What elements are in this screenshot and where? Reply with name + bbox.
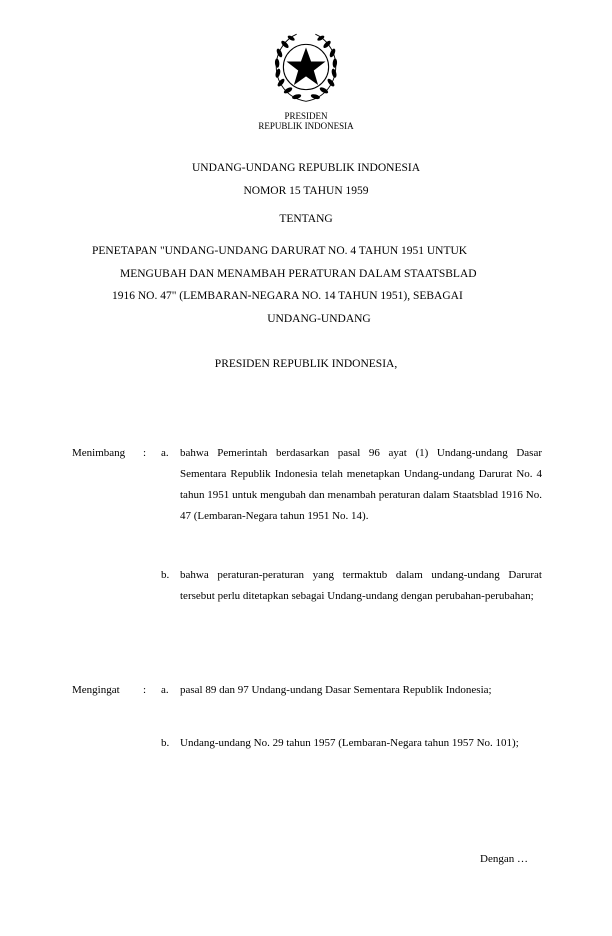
office-heading (0, 111, 612, 131)
law-subject-line: UNDANG-UNDANG (267, 312, 371, 325)
law-title: UNDANG-UNDANG REPUBLIK INDONESIA (191, 162, 421, 174)
page-continuation: Dengan … (480, 853, 528, 865)
office-republik: REPUBLIK INDONESIA (258, 121, 354, 131)
menimbang-colon: : (143, 447, 147, 459)
mengingat-section (72, 684, 542, 784)
item-letter: a. (161, 447, 169, 459)
item-letter: b. (161, 569, 170, 581)
law-number: NOMOR 15 TAHUN 1959 (243, 185, 369, 197)
item-text: pasal 89 dan 97 Undang-undang Dasar Sementara Republik Indonesia; (180, 684, 492, 696)
item-text: bahwa peraturan-peraturan yang termaktub dalam undang-undang Darurat tersebut perlu ditetapkan sebagai Undang-undang dengan perubahan-perubahan; (180, 569, 542, 602)
menimbang-label: Menimbang (72, 447, 126, 459)
law-subject-line: 1916 NO. 47" (LEMBARAN-NEGARA NO. 14 TAHUN 1951), SEBAGAI (112, 290, 463, 302)
mengingat-colon: : (143, 684, 147, 696)
law-tentang: TENTANG (279, 213, 333, 225)
menimbang-section (72, 447, 542, 637)
item-letter: a. (161, 684, 169, 696)
mengingat-label: Mengingat (72, 684, 120, 696)
law-subject-line: PENETAPAN "UNDANG-UNDANG DARURAT NO. 4 TAHUN 1951 UNTUK (92, 245, 468, 257)
office-presiden: PRESIDEN (284, 111, 328, 121)
item-text: Undang-undang No. 29 tahun 1957 (Lembaran-Negara tahun 1957 No. 101); (180, 737, 519, 749)
president-preamble: PRESIDEN REPUBLIK INDONESIA, (214, 358, 398, 370)
item-text: bahwa Pemerintah berdasarkan pasal 96 ayat (1) Undang-undang Dasar Sementara Republik Indonesia telah menetapkan Undang-undang Darurat No. 4 tahun 1951 untuk mengubah dan menambah peraturan dalam Staatsblad 1916 No. 47 (Lembaran-Negara tahun 1951 No. 14). (180, 447, 542, 522)
item-letter: b. (161, 737, 170, 749)
presidential-star-emblem-icon (267, 28, 345, 106)
law-subject (92, 240, 532, 330)
law-subject-line: MENGUBAH DAN MENAMBAH PERATURAN DALAM STAATSBLAD (120, 267, 477, 280)
